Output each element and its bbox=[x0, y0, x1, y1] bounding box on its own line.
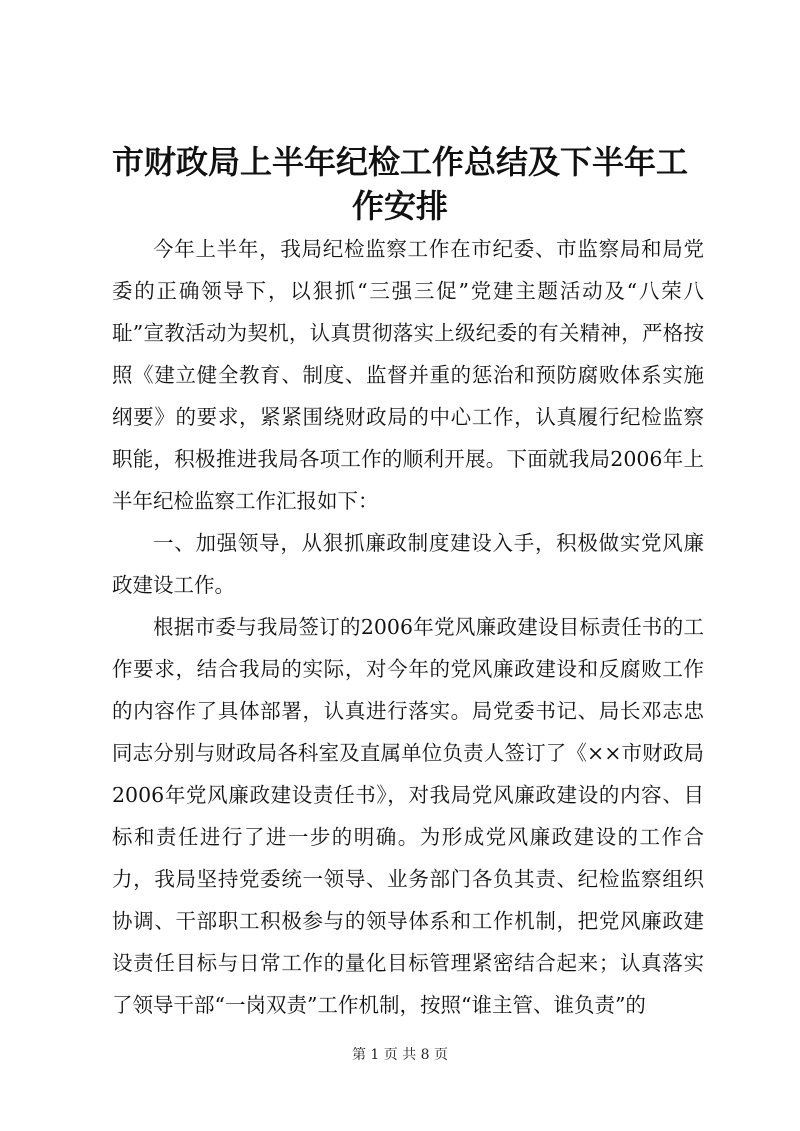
page-footer: 第 1 页 共 8 页 bbox=[351, 1047, 449, 1063]
document-body bbox=[112, 228, 704, 1026]
paragraph-detail: 根据市委与我局签订的2006年党风廉政建设目标责任书的工作要求，结合我局的实际，对今年的党风廉政建设和反腐败工作的内容作了具体部署，认真进行落实。局党委书记、局长邓志忠同志分别与财政局各科室及直属单位负责人签订了《××市财政局2006年党风廉政建设责任书》，对我局党风廉政建设的内容、目标和责任进行了进一步的明确。为形成党风廉政建设的工作合力，我局坚持党委统一领导、业务部门各负其责、纪检监察组织协调、干部职工积极参与的领导体系和工作机制，把党风廉政建设责任目标与日常工作的量化目标管理紧密结合起来；认真落实了领导干部“一岗双责”工作机制，按照“谁主管、谁负责”的 bbox=[112, 615, 704, 1017]
paragraph-section-heading: 一、加强领导，从狠抓廉政制度建设入手，积极做实党风廉政建设工作。 bbox=[112, 531, 704, 597]
document-title: 市财政局上半年纪检工作总结及下半年工作安排 bbox=[111, 143, 688, 225]
paragraph-intro: 今年上半年，我局纪检监察工作在市纪委、市监察局和局党委的正确领导下，以狠抓“三强三促”党建主题活动及“八荣八耻”宣教活动为契机，认真贯彻落实上级纪委的有关精神，严格按照《建立健全教育、制度、监督并重的惩治和预防腐败体系实施纲要》的要求，紧紧围绕财政局的中心工作，认真履行纪检监察职能，积极推进我局各项工作的顺利开展。下面就我局2006年上半年纪检监察工作汇报如下： bbox=[112, 237, 704, 513]
